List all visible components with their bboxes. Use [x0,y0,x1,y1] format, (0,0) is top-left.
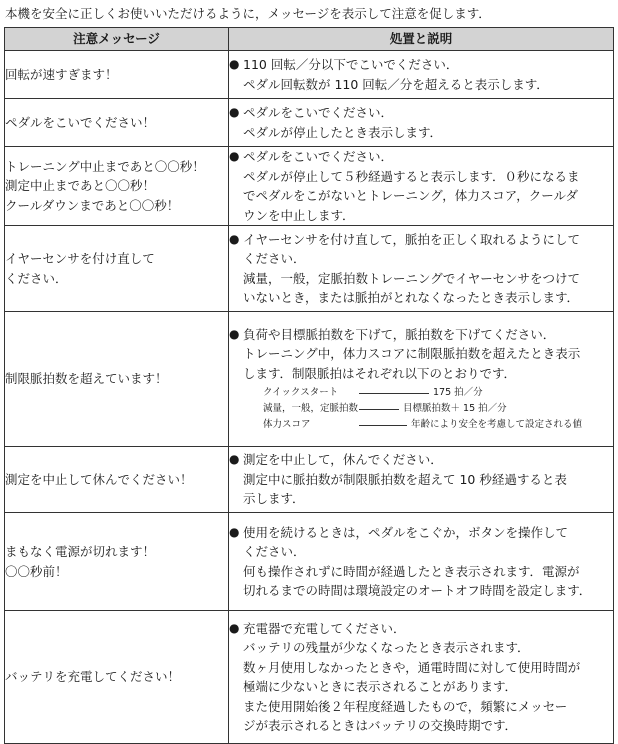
action-cell [229,447,614,513]
leader-line [359,393,429,394]
action-text: 110 回転／分以下でこいでください． [243,57,459,72]
table-header-row [5,28,614,51]
message-cell [5,226,229,312]
limit-spec-label: クイックスタート [263,387,339,399]
action-bullet [229,523,613,543]
detail-text: 数ヶ月使用しなかったときや，通電時間に対して使用時間が [243,659,581,675]
message-text: クールダウンまであと〇〇秒！ [5,197,180,213]
detail-text: 減量，一般，定脈拍数トレーニングでイヤーセンサをつけて [243,270,581,286]
limit-spec-value: 175 拍／分 [433,387,483,399]
table-row [5,51,614,99]
message-cell [5,147,229,226]
detail-text: 測定中に脈拍数が制限脈拍数を超えて 10 秒経過すると表 [243,471,567,487]
action-cell [229,99,614,147]
message-text: まもなく電源が切れます！ [5,544,156,559]
message-text: ペダルをこいでください！ [5,114,156,130]
detail-text: ウンを中止します． [243,207,355,223]
bullet-icon: ● [229,620,240,635]
action-bullet [229,147,613,167]
limit-spec-list [229,385,613,433]
limit-spec-value: 目標脈拍数＋ 15 拍／分 [403,403,507,415]
action-bullet [229,230,613,250]
header-action: 処置と説明 [229,28,614,51]
action-text: 測定を中止して，休んでください． [243,452,443,468]
message-text: 測定を中止して休んでください！ [5,471,193,487]
message-text: トレーニング中止まであと〇〇秒！ [5,158,205,174]
limit-spec-row [263,401,613,417]
detail-text: いないとき，または脈拍がとれなくなったとき表示します． [243,290,580,305]
message-text: 〇〇秒前！ [5,563,68,579]
bullet-icon: ● [229,57,240,71]
action-cell [229,611,614,744]
message-cell [5,513,229,611]
detail-text: 切れるまでの時間は環境設定のオートオフ時間を設定します． [243,583,592,598]
message-cell [5,312,229,447]
action-text: イヤーセンサを付け直して，脈拍を正しく取れるようにして [243,231,581,247]
leader-line [359,425,407,426]
intro-text: 本機を安全に正しくお使いいただけるように，メッセージを表示して注意を促します． [5,6,491,21]
message-text: バッテリを充電してください！ [5,669,181,685]
detail-text: 示します． [243,491,305,507]
header-message: 注意メッセージ [5,28,229,51]
message-cell [5,611,229,744]
table-row [5,312,614,447]
action-text-continued: ください． [243,544,306,559]
action-bullet [229,103,613,123]
action-text: 使用を続けるときは，ペダルをこぐか，ボタンを操作して [243,524,569,540]
detail-text: また使用開始後２年程度経過したもので，頻繁にメッセー [243,698,568,714]
action-cell [229,312,614,447]
message-text: イヤーセンサを付け直して [5,251,155,266]
leader-line [359,409,399,410]
table-row [5,99,614,147]
limit-spec-label: 減量，一般，定脈拍数 [263,403,359,415]
action-text: ペダルをこいでください． [243,105,394,120]
bullet-icon: ● [229,105,240,119]
message-cell [5,99,229,147]
message-cell [5,51,229,99]
action-text: 負荷や目標脈拍数を下げて，脈拍数を下げてください． [243,326,556,342]
bullet-icon: ● [229,149,240,163]
message-text: ください． [5,270,68,286]
table-row [5,611,614,744]
bullet-icon: ● [229,326,240,341]
detail-text: します．制限脈拍はそれぞれ以下のとおりです． [243,365,517,381]
table-row [5,447,614,513]
action-bullet [229,450,613,470]
action-cell [229,51,614,99]
action-text: 充電器で充電してください． [243,620,406,636]
limit-spec-label: 体力スコア [263,419,311,431]
action-text: ペダルをこいでください． [243,149,394,164]
action-bullet [229,325,613,345]
bullet-icon: ● [229,524,240,539]
message-table [4,27,614,744]
action-text-continued: ください． [243,251,306,266]
table-row [5,226,614,312]
detail-text: でペダルをこがないとトレーニング，体力スコア，クールダ [243,188,579,203]
detail-text: トレーニング中，体力スコアに制限脈拍数を超えたとき表示 [243,346,581,362]
bullet-icon: ● [229,452,240,467]
limit-spec-row [263,385,613,401]
detail-text: バッテリの残量が少なくなったとき表示されます． [243,640,530,655]
detail-text: ペダル回転数が 110 回転／分を超えると表示します． [243,76,549,92]
message-text: 測定中止まであと〇〇秒！ [5,178,156,194]
message-text: 回転が速すぎます！ [5,66,118,82]
action-cell [229,226,614,312]
message-text: 制限脈拍数を超えています！ [5,371,168,387]
action-cell [229,513,614,611]
action-cell [229,147,614,226]
detail-text: 何も操作されずに時間が経過したとき表示されます．電源が [243,563,580,579]
message-cell [5,447,229,513]
bullet-icon: ● [229,231,240,246]
limit-spec-row [263,417,613,433]
limit-spec-value: 年齢により安全を考慮して設定される値 [411,419,583,431]
detail-text: ペダルが停止して５秒経過すると表示します．０秒になるま [243,168,580,184]
detail-text: ペダルが停止したとき表示します． [243,124,443,140]
action-bullet [229,55,613,75]
table-row [5,513,614,611]
detail-text: 極端に少ないときに表示されることがあります． [243,679,518,694]
action-bullet [229,619,613,639]
table-row [5,147,614,226]
detail-text: ジが表示されるときはバッテリの交換時期です． [243,718,518,733]
